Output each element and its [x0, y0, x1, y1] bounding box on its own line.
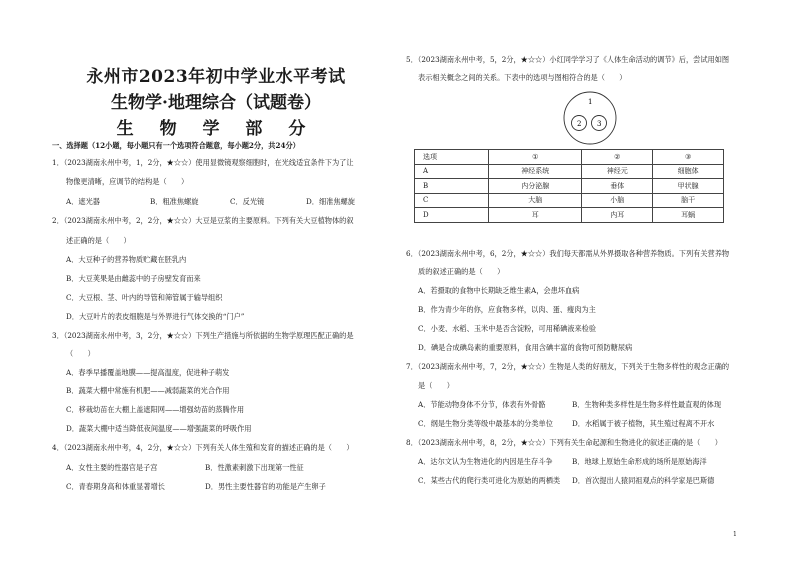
venn-label-2: 2 — [577, 120, 582, 128]
q3-stem: 3．（2023湖南永州中考，3，2分，★☆☆）下列生产措施与所依据的生物学原理匹配正确的是 — [52, 331, 354, 340]
table-header-cell: ② — [582, 150, 653, 165]
q6-option-b: B．作为青少年的你，应食物多样，以肉、蛋、瘦肉为主 — [418, 305, 596, 314]
q2-stem: 2．（2023湖南永州中考，2，2分，★☆☆）大豆是豆浆的主要原料。下列有关大豆植物体的叙 — [52, 216, 354, 225]
q8-option-a: A．达尔文认为生物进化的内因是生存斗争 — [418, 457, 553, 466]
q8-option-d: D．首次提出人猿同祖观点的科学家是巴斯德 — [572, 476, 715, 485]
q3-option-b: B．蔬菜大棚中常施有机肥——减弱蔬菜的光合作用 — [66, 386, 230, 395]
page-number: 1 — [733, 531, 737, 538]
q2-stem-cont: 述正确的是（ ） — [66, 236, 131, 245]
q7-stem-cont: 是（ ） — [418, 381, 454, 390]
q3-option-c: C．移栽幼苗在大棚上盖遮阳网——增强幼苗的蒸腾作用 — [66, 405, 245, 414]
table-cell: D — [415, 208, 489, 223]
table-cell: 神经系统 — [489, 164, 582, 179]
table-row — [415, 164, 724, 179]
q2-option-a: A．大豆种子的营养物质贮藏在胚乳内 — [66, 255, 187, 264]
q8-option-b: B．地球上原始生命形成的场所是原始海洋 — [572, 457, 707, 466]
table-cell: 大脑 — [489, 193, 582, 208]
q7-option-a: A．节能动物身体不分节，体表有外骨骼 — [418, 400, 546, 409]
q6-stem-cont: 质的叙述正确的是（ ） — [418, 267, 505, 276]
q4-option-a: A．女性主要的性器官是子宫 — [66, 463, 158, 472]
q6-option-a: A．若摄取的食物中长期缺乏维生素A，会患坏血病 — [418, 286, 580, 295]
concept-venn-diagram — [555, 90, 625, 146]
q5-options-table — [414, 149, 724, 223]
q8-option-c: C．某些古代的爬行类可进化为原始的两栖类 — [418, 476, 561, 485]
q7-stem: 7．（2023湖南永州中考，7，2分，★☆☆）生物是人类的好朋友，下列关于生物多样性的观念正确的 — [406, 362, 730, 371]
q7-option-d: D．水稻属于被子植物，其生殖过程离不开水 — [572, 419, 715, 428]
table-cell: 脑干 — [653, 193, 724, 208]
q3-option-d: D．蔬菜大棚中适当降低夜间温度——增强蔬菜的呼吸作用 — [66, 424, 252, 433]
q5-stem-cont: 表示相关概念之间的关系。下表中的选项与图相符合的是（ ） — [418, 73, 627, 82]
q6-option-d: D．碘是合成碘岛素的重要原料，食用含碘丰富的食物可预防糖尿病 — [418, 343, 633, 352]
q3-stem-cont: （ ） — [66, 349, 95, 358]
table-row — [415, 179, 724, 194]
q1-option-d: D．细准焦螺旋 — [306, 197, 355, 206]
table-cell: 神经元 — [582, 164, 653, 179]
table-header-row — [415, 150, 724, 165]
q4-option-c: C．青春期身高和体重显著增长 — [66, 482, 165, 491]
table-cell: 小脑 — [582, 193, 653, 208]
q5-stem: 5．（2023湖南永州中考，5，2分，★☆☆）小红同学学习了《人体生命活动的调节》后，尝试用如图 — [406, 55, 730, 64]
q1-option-b: B．粗准焦螺旋 — [150, 197, 199, 206]
q2-option-b: B．大豆荚果是由雌蕊中的子房壁发育而来 — [66, 274, 201, 283]
q1-option-a: A．遮光器 — [66, 197, 100, 206]
section-heading: 一、选择题（12小题，每小题只有一个选项符合题意，每小题2分，共24分） — [52, 141, 300, 150]
table-cell: 内耳 — [582, 208, 653, 223]
q1-option-c: C．反光镜 — [230, 197, 265, 206]
q2-option-c: C．大豆根、茎、叶内的导管和筛管属于输导组织 — [66, 293, 223, 302]
q3-option-a: A．春季早播覆盖地膜——提高温度，促进种子萌发 — [66, 368, 230, 377]
q4-stem: 4．（2023湖南永州中考，4，2分，★☆☆）下列有关人体生殖和发育的描述正确的是（ ） — [52, 443, 354, 452]
table-cell: A — [415, 164, 489, 179]
q4-option-d: D．男性主要性器官的功能是产生卵子 — [205, 482, 326, 491]
q1-stem-cont: 物像更清晰，应调节的结构是（ ） — [66, 177, 189, 186]
table-cell: 耳 — [489, 208, 582, 223]
page-title: 永州市2023年初中学业水平考试 — [86, 67, 346, 87]
section-title: 生 物 学 部 分 — [116, 119, 316, 139]
table-cell: 耳蜗 — [653, 208, 724, 223]
q6-stem: 6．（2023湖南永州中考，6，2分，★☆☆）我们每天都需从外界摄取各种营养物质。下列有关营养物 — [406, 249, 730, 258]
q8-stem: 8．（2023湖南永州中考，8，2分，★☆☆）下列有关生命起源和生物进化的叙述正确的是（ ） — [406, 438, 722, 447]
table-header-cell: 选项 — [415, 150, 489, 165]
page-subtitle: 生物学·地理综合（试题卷） — [111, 93, 321, 113]
table-row — [415, 208, 724, 223]
q6-option-c: C．小麦、水稻、玉米中是否含淀粉，可用稀碘液来检验 — [418, 324, 597, 333]
table-row — [415, 193, 724, 208]
table-header-cell: ① — [489, 150, 582, 165]
q4-option-b: B．性激素刺激下出现第一性征 — [205, 463, 304, 472]
table-cell: 内分泌腺 — [489, 179, 582, 194]
q7-option-c: C．纲是生物分类等级中最基本的分类单位 — [418, 419, 553, 428]
table-cell: B — [415, 179, 489, 194]
q7-option-b: B．生物种类多样性是生物多样性最直观的体现 — [572, 400, 722, 409]
q1-stem: 1．（2023湖南永州中考，1，2分，★☆☆）使用显微镜观察细胞时，在光线适宜条件下为了让 — [52, 158, 354, 167]
table-cell: C — [415, 193, 489, 208]
venn-label-1: 1 — [588, 98, 593, 106]
venn-label-3: 3 — [597, 120, 602, 128]
table-header-cell: ③ — [653, 150, 724, 165]
table-cell: 垂体 — [582, 179, 653, 194]
q2-option-d: D．大豆叶片的表皮细胞是与外界进行气体交换的“门户” — [66, 312, 245, 321]
table-cell: 甲状腺 — [653, 179, 724, 194]
table-cell: 细胞体 — [653, 164, 724, 179]
